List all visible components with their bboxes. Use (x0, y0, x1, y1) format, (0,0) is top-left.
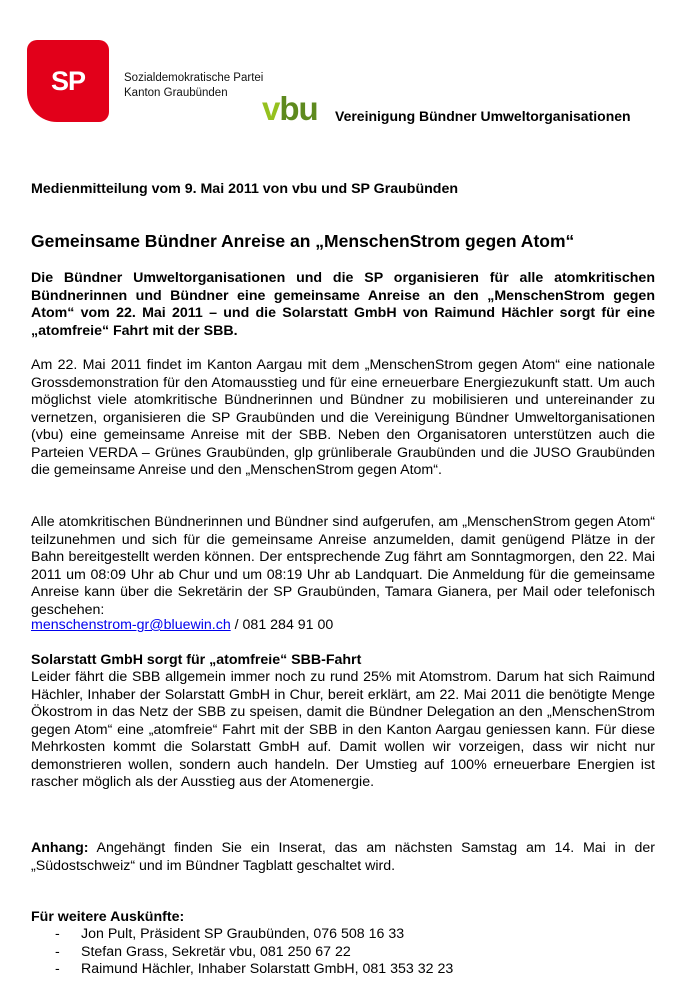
sp-logo-text: SP (50, 65, 86, 96)
contact-email-link[interactable]: menschenstrom-gr@bluewin.ch (31, 617, 231, 633)
bullet-dash: - (55, 943, 60, 960)
registration-contact (31, 617, 333, 635)
vbu-organisation-name: Vereinigung Bündner Umweltorganisationen (335, 108, 631, 124)
sp-party-name (124, 71, 263, 101)
vbu-logo-bu: bu (279, 90, 318, 127)
release-meta-line: Medienmitteilung vom 9. Mai 2011 von vbu und SP Graubünden (31, 181, 459, 197)
paragraph-2: Alle atomkritischen Bündnerinnen und Bündner sind aufgerufen, am „MenschenStrom gegen Atom“ teilzunehmen und sich für die gemeinsame Anreise anzumelden, damit genügend Plätze in der Bahn bereitgestellt werden können. Der entsprechende Zug fährt am Sonntagmorgen, den 22. Mai 2011 um 08:09 Uhr ab Chur und um 08:19 Uhr ab Landquart. Die Anmeldung für die gemeinsame Anreise kann über die Sekretärin der SP Graubünden, Tamara Gianera, per Mail oder telefonisch geschehen: (31, 514, 655, 618)
paragraph-3: Leider fährt die SBB allgemein immer noch zu rund 25% mit Atomstrom. Darum hat sich Raimund Hächler, Inhaber der Solarstatt GmbH in Chur, bereit erklärt, am 22. Mai 2011 die benötigte Menge Ökostrom in das Netz der SBB zu speisen, damit die Bündner Delegation an den „MenschenStrom gegen Atom“ eine „atomfreie“ Fahrt mit der SBB in den Kanton Aargau geniessen kann. Für diese Mehrkosten kommt die Solarstatt GmbH auf. Damit wollen wir vorzeigen, dass wir nicht nur demonstrieren wollen, sondern auch handeln. Der Umstieg auf 100% erneuerbare Energien ist rascher möglich als der Ausstieg aus der Atomenergie. (31, 669, 655, 790)
contacts-list (31, 926, 453, 979)
contact-entry: Raimund Hächler, Inhaber Solarstatt GmbH, 081 353 32 23 (81, 961, 454, 977)
bullet-dash: - (55, 961, 60, 977)
list-item (31, 926, 453, 944)
vbu-logo (262, 91, 318, 127)
contact-phone: / 081 284 91 00 (230, 617, 334, 633)
contact-entry: Jon Pult, Präsident SP Graubünden, 076 508 16 33 (81, 926, 405, 942)
annex-label: Anhang: (31, 840, 89, 856)
vbu-logo-v: v (262, 90, 280, 127)
list-item (31, 944, 453, 962)
annex-text: Angehängt finden Sie ein Inserat, das am nächsten Samstag am 14. Mai in der „Südostschweiz“ und im Bündner Tagblatt geschaltet wird. (31, 840, 655, 874)
contact-entry: Stefan Grass, Sekretär vbu, 081 250 67 22 (81, 943, 351, 960)
page-title: Gemeinsame Bündner Anreise an „MenschenStrom gegen Atom“ (31, 231, 575, 251)
sp-line-1: Sozialdemokratische Partei (124, 72, 264, 84)
more-info-heading: Für weitere Auskünfte: (31, 909, 185, 925)
lead-paragraph: Die Bündner Umweltorganisationen und die SP organisieren für alle atomkritischen Bündnerinnen und Bündner eine gemeinsame Anreise an den „MenschenStrom gegen Atom“ vom 22. Mai 2011 – und die Solarstatt GmbH von Raimund Hächler sorgt für eine „atomfreie“ Fahrt mit der SBB. (31, 270, 655, 339)
bullet-dash: - (55, 926, 60, 942)
sp-logo (27, 40, 109, 122)
section-heading-solarstatt: Solarstatt GmbH sorgt für „atomfreie“ SBB-Fahrt (31, 652, 362, 668)
paragraph-1: Am 22. Mai 2011 findet im Kanton Aargau mit dem „MenschenStrom gegen Atom“ eine nationale Grossdemonstration für den Atomausstieg und für eine erneuerbare Energiezukunft statt. Um auch möglichst viele atomkritische Bündnerinnen und Bündner zu mobilisieren und untereinander zu vernetzen, organisieren die SP Graubünden und die Vereinigung Bündner Umweltorganisationen (vbu) eine gemeinsame Anreise mit der SBB. Neben den Organisatoren unterstützen auch die Parteien VERDA – Grünes Graubünden, glp grünliberale Graubünden und die JUSO Graubünden die gemeinsame Anreise und den „MenschenStrom gegen Atom“. (31, 357, 655, 478)
sp-line-2: Kanton Graubünden (124, 87, 228, 99)
annex-paragraph (31, 840, 655, 875)
list-item (31, 961, 453, 979)
